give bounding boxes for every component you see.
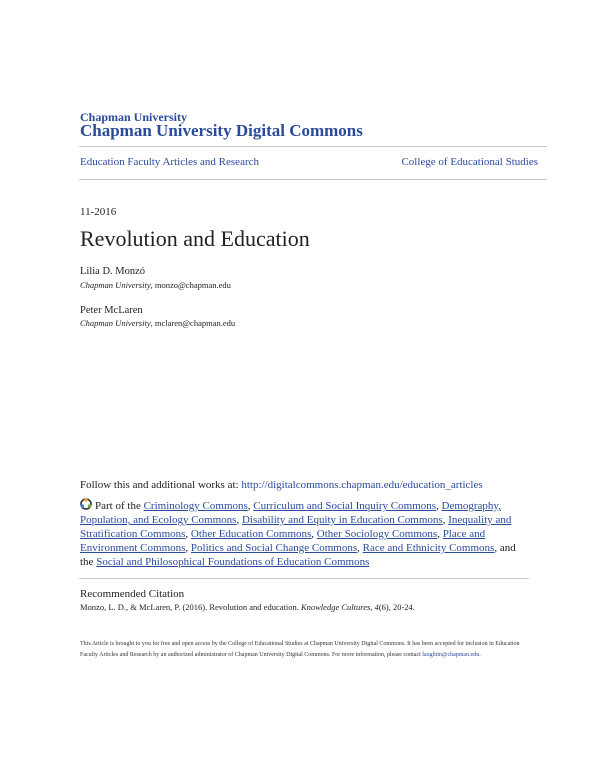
commons-separator: ,	[185, 542, 191, 554]
commons-separator: ,	[436, 500, 442, 512]
citation-before: Monzo, L. D., & McLaren, P. (2016). Revolution and education.	[80, 602, 301, 612]
part-of-prefix: Part of the	[95, 500, 144, 512]
contact-email-link[interactable]: laughtin@chapman.edu	[422, 652, 480, 658]
commons-link[interactable]: Place and Environment Commons	[80, 528, 486, 554]
commons-network-icon	[80, 498, 92, 510]
commons-separator: ,	[185, 528, 191, 540]
follow-label: Follow this and additional works at:	[80, 479, 242, 491]
notice-end: .	[479, 652, 481, 658]
college-link[interactable]: College of Educational Studies	[401, 156, 538, 168]
author-email[interactable]: , mclaren@chapman.edu	[150, 318, 236, 328]
commons-separator: ,	[247, 500, 254, 512]
affiliation-name: Chapman University	[80, 280, 151, 290]
notice-text: This Article is brought to you for free and open access by the College of Educational Studies at Chapman University Digital Commons. It has been accepted for inclusion in Education Faculty Articles and Research by an authorized administrator of Chapman University Digital Commons. For more information, please contact	[80, 641, 520, 658]
author-name: Peter McLaren	[80, 305, 143, 316]
commons-link[interactable]: Politics and Social Change Commons	[190, 542, 358, 554]
collection-link[interactable]: Education Faculty Articles and Research	[80, 156, 259, 168]
citation-heading: Recommended Citation	[80, 588, 185, 600]
collection-url-link[interactable]: http://digitalcommons.chapman.edu/education_articles	[241, 479, 483, 491]
org-name[interactable]: Chapman University	[80, 110, 188, 124]
commons-link[interactable]: Curriculum and Social Inquiry Commons	[253, 500, 436, 512]
commons-separator: ,	[442, 514, 449, 526]
citation-journal: Knowledge Cultures, 4	[300, 602, 379, 612]
follow-line	[80, 479, 483, 491]
citation-divider	[79, 578, 529, 579]
author-affiliation	[80, 318, 235, 328]
commons-separator: ,	[236, 514, 242, 526]
affiliation-name: Chapman University	[80, 318, 151, 328]
author-email[interactable]: , monzo@chapman.edu	[150, 280, 231, 290]
commons-link[interactable]: Social and Philosophical Foundations of Education Commons	[96, 556, 370, 568]
article-title: Revolution and Education	[80, 226, 310, 251]
commons-link[interactable]: Other Education Commons	[190, 528, 312, 540]
commons-link[interactable]: Other Sociology Commons	[316, 528, 438, 540]
access-notice	[80, 639, 520, 661]
commons-and-word: , and	[494, 542, 516, 554]
commons-the-word: the	[80, 556, 97, 568]
commons-link[interactable]: Disability and Equity in Education Commons	[241, 514, 443, 526]
commons-link[interactable]: Demography, Population, and Ecology Commons	[80, 500, 501, 526]
repository-name[interactable]: Chapman University Digital Commons	[80, 121, 363, 140]
publication-date: 11-2016	[80, 206, 117, 218]
commons-separator: ,	[311, 528, 317, 540]
commons-link[interactable]: Inequality and Stratification Commons	[80, 514, 512, 540]
commons-link[interactable]: Criminology Commons	[143, 500, 248, 512]
citation-after: (6), 20-24.	[378, 602, 415, 612]
nav-divider	[79, 179, 547, 180]
part-of-commons	[80, 498, 520, 569]
citation-text	[80, 602, 415, 612]
commons-separator: ,	[437, 528, 443, 540]
commons-link[interactable]: Race and Ethnicity Commons	[362, 542, 495, 554]
top-divider	[79, 146, 547, 147]
commons-separator: ,	[357, 542, 363, 554]
author-name: Lilia D. Monzó	[80, 266, 146, 277]
author-affiliation	[80, 280, 231, 290]
commons-link-list	[80, 500, 516, 568]
